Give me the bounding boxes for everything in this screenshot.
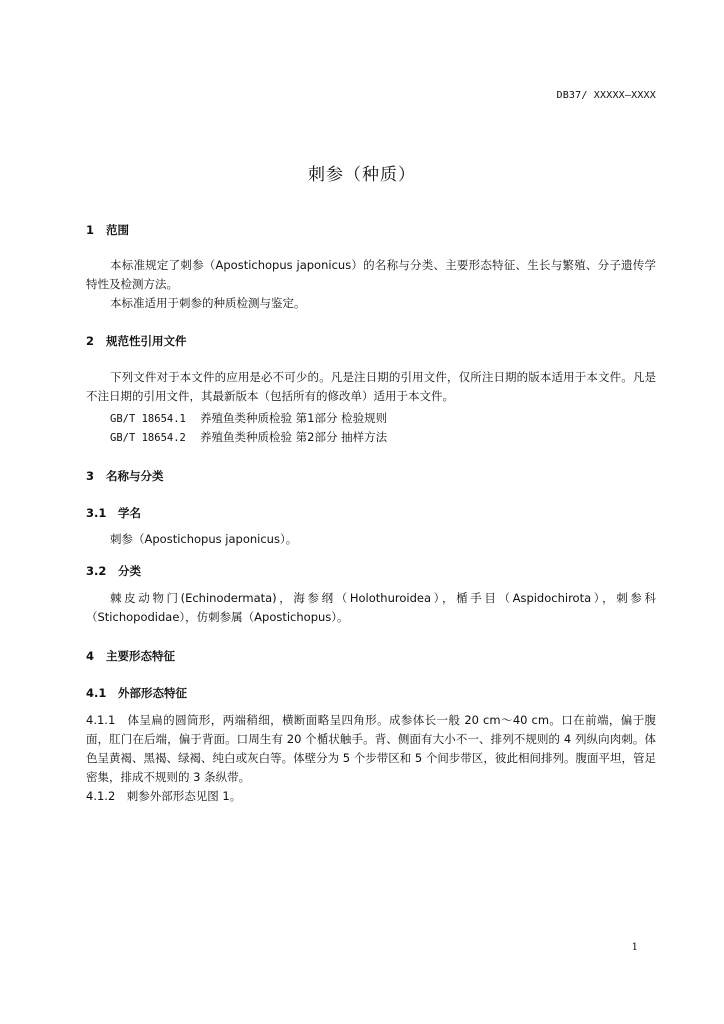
document-title: 刺参（种质） (308, 165, 416, 185)
subsection-3-1-paragraph: 刺参（Apostichopus japonicus）。 (110, 532, 298, 546)
subsection-3-1-heading (86, 505, 141, 521)
reference-title: 养殖鱼类种质检验 第2部分 抽样方法 (200, 430, 388, 444)
section-number: 3 (86, 469, 95, 483)
subsection-3-2-heading (86, 563, 141, 579)
section-number: 4 (86, 649, 95, 663)
section-2-heading (86, 333, 187, 349)
section-title: 范围 (106, 223, 129, 237)
clause-4-1-1-paragraph: 4.1.1 体呈扁的圆筒形，两端稍细，横断面略呈四角形。成参体长一般 20 cm～40 cm。口在前端，偏于腹面，肛门在后端，偏于背面。口周生有 20 个楯状触手。背、侧面有大小不一、排列不规则的 4 列纵向肉刺。体色呈黄褐、黑褐、绿褐、纯白或灰白等。体壁分为 5 个步带区和 5 个间步带区，彼此相间排列。腹面平坦，管足密集，排成不规则的 3 条纵带。 (86, 713, 656, 784)
clause-4-1-2-paragraph: 4.1.2 刺参外部形态见图 1。 (86, 789, 242, 803)
reference-item (110, 429, 387, 445)
section-title: 规范性引用文件 (106, 334, 187, 348)
section-1-paragraph-2: 本标准适用于刺参的种质检测与鉴定。 (110, 296, 306, 310)
subsection-number: 4.1 (86, 686, 107, 700)
section-number: 1 (86, 223, 95, 237)
subsection-title: 外部形态特征 (118, 686, 187, 700)
document-code: DB37/ XXXXX—XXXX (556, 90, 656, 101)
subsection-number: 3.1 (86, 506, 107, 520)
subsection-title: 分类 (118, 564, 141, 578)
section-number: 2 (86, 334, 95, 348)
subsection-4-1-heading (86, 685, 187, 701)
reference-code: GB/T 18654.1 (110, 413, 186, 425)
subsection-3-2-paragraph: 棘皮动物门(Echinodermata)，海参纲（Holothuroidea），楯手目（Aspidochirota），刺参科（Stichopodidae），仿刺参属（Apostichopus）。 (86, 591, 656, 624)
subsection-number: 3.2 (86, 564, 107, 578)
section-1-heading (86, 222, 129, 238)
reference-code: GB/T 18654.2 (110, 432, 186, 444)
reference-item (110, 410, 387, 426)
page-number: 1 (631, 942, 638, 953)
section-title: 名称与分类 (106, 469, 164, 483)
reference-title: 养殖鱼类种质检验 第1部分 检验规则 (200, 411, 388, 425)
section-title: 主要形态特征 (106, 649, 175, 663)
subsection-title: 学名 (118, 506, 141, 520)
section-2-paragraph-1: 下列文件对于本文件的应用是必不可少的。凡是注日期的引用文件，仅所注日期的版本适用于本文件。凡是不注日期的引用文件，其最新版本（包括所有的修改单）适用于本文件。 (86, 370, 656, 403)
section-1-paragraph-1: 本标准规定了刺参（Apostichopus japonicus）的名称与分类、主要形态特征、生长与繁殖、分子遗传学特性及检测方法。 (86, 258, 656, 291)
section-4-heading (86, 648, 175, 664)
section-3-heading (86, 468, 164, 484)
